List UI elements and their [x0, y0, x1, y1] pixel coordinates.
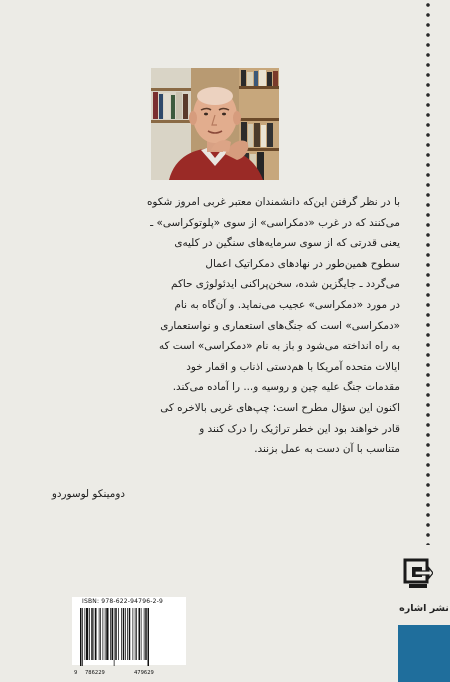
text-line: «دمکراسی» است که جنگ‌های استعماری و نواستعماری: [160, 319, 400, 332]
barcode-digits-right: 479629: [134, 670, 154, 676]
barcode-bar: [127, 608, 128, 660]
barcode-bar: [148, 608, 150, 666]
back-cover-text: [100, 192, 400, 460]
author-signature: دومینکو لوسوردو: [51, 488, 125, 500]
barcode-bar: [110, 608, 111, 660]
barcode-bar: [80, 608, 82, 666]
text-line: به راه انداخته می‌شود و باز به نام «دمکراسی» است که: [158, 340, 400, 353]
text-line: سطوح همین‌طور در نهادهای دمکراتیک اعمال: [205, 257, 400, 270]
barcode-bar: [121, 608, 122, 660]
barcode-bar: [115, 608, 117, 660]
barcode-bar: [144, 608, 145, 660]
barcode-bar: [95, 608, 97, 660]
barcode-bar: [141, 608, 142, 660]
text-line: با در نظر گرفتن این‌که دانشمندان معتبر غربی امروز شکوه: [146, 196, 400, 208]
barcode-bar: [89, 608, 90, 660]
barcode-bar: [125, 608, 126, 660]
barcode-bar: [118, 608, 119, 660]
text-line: مقدمات جنگ علیه چین و روسیه و... را آماده می‌کند.: [172, 381, 400, 394]
barcode-bar: [103, 608, 104, 660]
text-line: ایالات متحده آمریکا با هم‌دستی اذناب و اقمار خود: [186, 360, 400, 373]
barcode-bar: [135, 608, 136, 660]
barcode-bar: [106, 608, 108, 660]
barcode-digits-left: 786229: [85, 670, 105, 676]
barcode-bar: [100, 608, 101, 660]
barcode-bar: [139, 608, 141, 660]
barcode-bar: [94, 608, 95, 660]
barcode-bar: [129, 608, 131, 660]
barcode-bar: [99, 608, 100, 660]
barcode-bar: [133, 608, 134, 660]
barcode-bar: [91, 608, 93, 660]
text-line: در مورد «دمکراسی» عجیب می‌نماید. و آن‌گاه به نام: [174, 298, 400, 311]
barcode-bar: [82, 608, 83, 666]
barcode-bar: [145, 608, 147, 660]
text-line: می‌گردد ـ جایگزین شده، سخن‌پراکنی ایدئولوژی حاکم: [171, 278, 400, 291]
barcode-digit-first: 9: [74, 670, 78, 676]
barcode-bar: [123, 608, 125, 660]
publisher-logo-icon: [403, 558, 433, 590]
barcode-bar: [112, 608, 114, 660]
publisher-name: نشر اشاره: [399, 603, 449, 614]
text-line: یعنی قدرتی که از سوی سرمایه‌های سنگین در کلیه‌ی: [174, 237, 400, 250]
barcode-bar: [105, 608, 106, 660]
barcode-bar: [86, 608, 88, 660]
dotted-divider: [425, 0, 431, 545]
text-line: می‌کنند که در غرب «دمکراسی» از سوی «پلوتوکراسی» ـ: [150, 216, 400, 229]
barcode-bar: [114, 608, 115, 666]
barcode-bar: [85, 608, 86, 660]
barcode-bar: [136, 608, 137, 660]
barcode: [76, 608, 182, 668]
text-line: اکنون این سؤال مطرح است: چپ‌های غربی بالاخره کی: [160, 401, 400, 414]
accent-band: [398, 625, 450, 682]
isbn-label: ISBN: 978-622-94796-2-9: [82, 598, 163, 605]
text-line: قادر خواهند بود این خطر تراژیک را درک کنند و: [199, 422, 400, 435]
text-line: متناسب با آن دست به عمل بزنند.: [254, 443, 400, 456]
author-photo: [151, 68, 279, 180]
